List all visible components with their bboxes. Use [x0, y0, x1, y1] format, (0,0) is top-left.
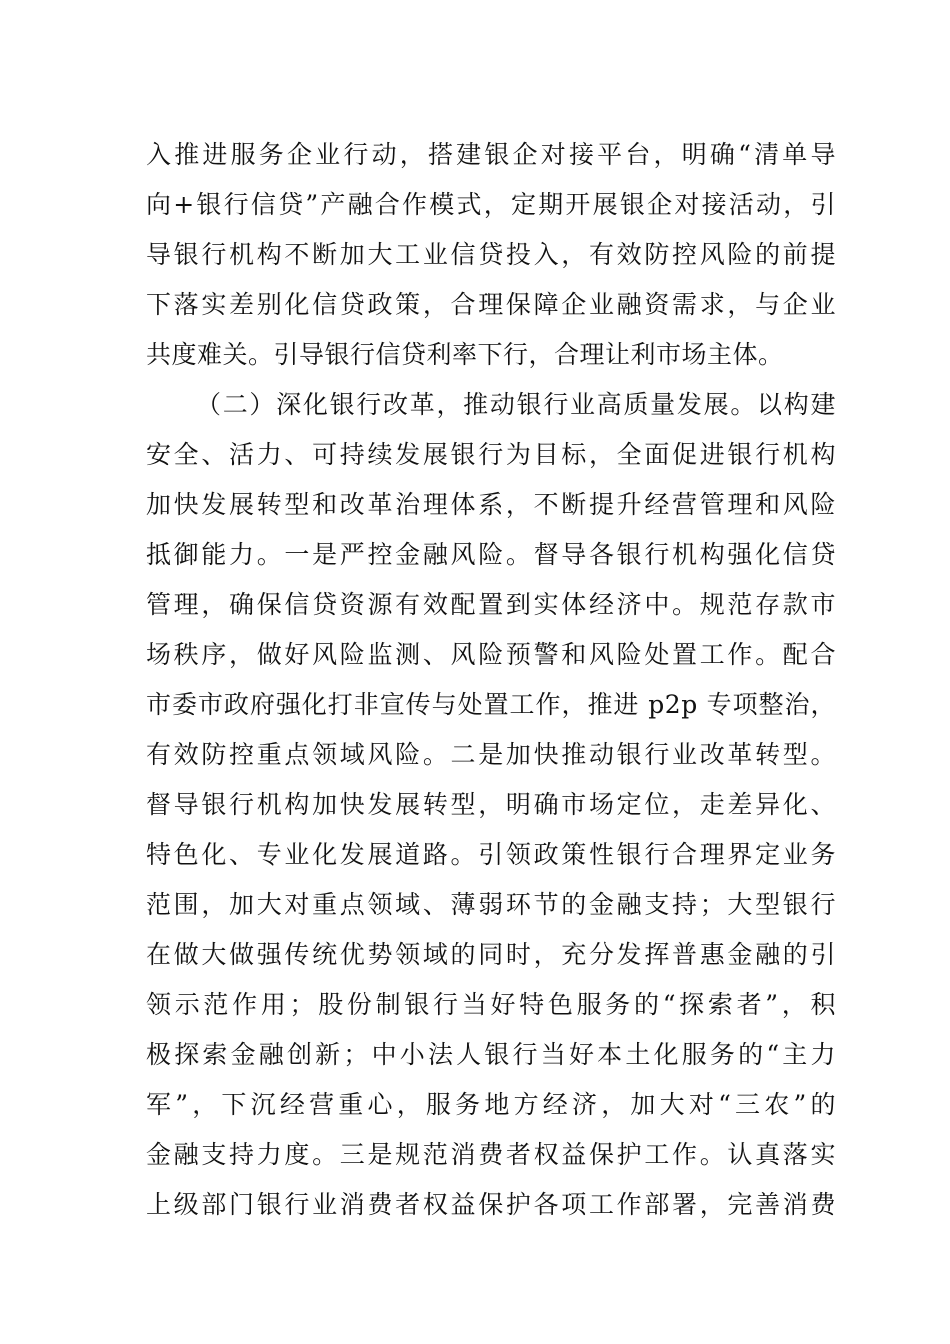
text-line: 金融支持力度。三是规范消费者权益保护工作。认真落实 — [146, 1140, 836, 1169]
text-line: 领示范作用；股份制银行当好特色服务的“探索者”，积 — [146, 990, 836, 1019]
body-text — [146, 130, 836, 1230]
text-line: 军”，下沉经营重心，服务地方经济，加大对“三农”的 — [146, 1090, 836, 1119]
text-line: 导银行机构不断加大工业信贷投入，有效防控风险的前提 — [146, 240, 836, 269]
text-line: 在做大做强传统优势领域的同时，充分发挥普惠金融的引 — [146, 940, 836, 969]
text-line: 向+银行信贷”产融合作模式，定期开展银企对接活动，引 — [146, 190, 836, 219]
text-line: 上级部门银行业消费者权益保护各项工作部署，完善消费 — [146, 1190, 836, 1219]
text-line: 督导银行机构加快发展转型，明确市场定位，走差异化、 — [146, 790, 836, 819]
text-line: 下落实差别化信贷政策，合理保障企业融资需求，与企业 — [146, 290, 836, 319]
text-line: 加快发展转型和改革治理体系，不断提升经营管理和风险 — [146, 490, 836, 519]
text-line: 抵御能力。一是严控金融风险。督导各银行机构强化信贷 — [146, 540, 836, 569]
text-line: 安全、活力、可持续发展银行为目标，全面促进银行机构 — [146, 440, 836, 469]
text-line: 范围，加大对重点领域、薄弱环节的金融支持；大型银行 — [146, 890, 836, 919]
text-line: 有效防控重点领域风险。二是加快推动银行业改革转型。 — [146, 740, 836, 769]
text-line: 特色化、专业化发展道路。引领政策性银行合理界定业务 — [146, 840, 836, 869]
section-heading-line: （二）深化银行改革，推动银行业高质量发展。以构建 — [196, 390, 836, 419]
text-line: 极探索金融创新；中小法人银行当好本土化服务的“主力 — [146, 1040, 836, 1069]
text-line: 管理，确保信贷资源有效配置到实体经济中。规范存款市 — [146, 590, 836, 619]
text-line: 入推进服务企业行动，搭建银企对接平台，明确“清单导 — [146, 140, 836, 169]
text-line: 共度难关。引导银行信贷利率下行，合理让利市场主体。 — [146, 340, 784, 369]
text-line: 市委市政府强化打非宣传与处置工作，推进 p2p 专项整治， — [146, 690, 836, 719]
text-line: 场秩序，做好风险监测、风险预警和风险处置工作。配合 — [146, 640, 836, 669]
